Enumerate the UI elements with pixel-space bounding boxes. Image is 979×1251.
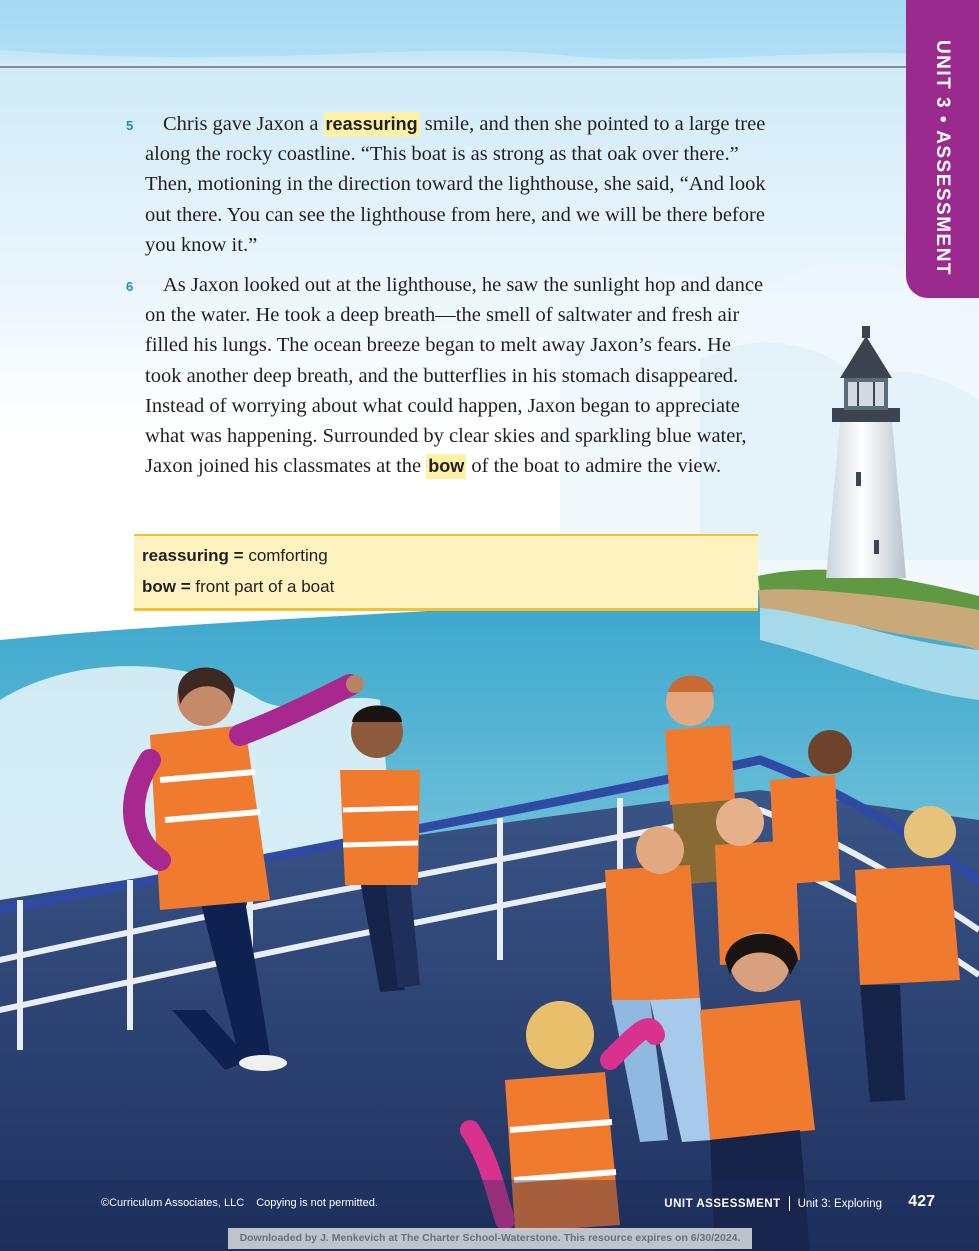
vocab-equals: = [176, 577, 196, 596]
unit-label: Unit 3: Exploring [797, 1197, 882, 1210]
unit-tab-label: UNIT 3 • ASSESSMENT [932, 39, 953, 277]
vocab-highlight-bow: bow [426, 454, 466, 479]
vocabulary-box [134, 534, 758, 611]
paragraph-6 [126, 270, 770, 481]
footer-section [664, 1196, 882, 1211]
download-notice: Downloaded by J. Menkevich at The Charter School-Waterstone. This resource expires on 6/30/2024. [228, 1228, 752, 1249]
vocab-equals: = [228, 546, 249, 565]
vocab-definition: front part of a boat [195, 577, 335, 596]
vocab-entry-bow [142, 577, 334, 597]
paragraph-text: Chris gave Jaxon a [163, 113, 324, 135]
paragraph-text: As Jaxon looked out at the lighthouse, he saw the sunlight hop and dance on the water. He took a deep breath—the smell of saltwater and fresh air filled his lungs. The ocean breeze began to melt away Jaxon’s fears. He took another deep breath, and the butterflies in his stomach disappeared. Instead of worrying about what could happen, Jaxon began to appreciate what was happening. Surrounded by clear skies and sparkling blue water, Jaxon joined his classmates at the [145, 274, 764, 478]
vocab-term: bow [142, 577, 176, 596]
vocab-term: reassuring [142, 546, 229, 565]
vocab-definition: comforting [248, 546, 328, 565]
header-rule [0, 66, 906, 68]
paragraph-text: of the boat to admire the view. [466, 455, 722, 478]
paragraph-text: smile, and then she pointed to a large tree along the rocky coastline. “This boat is as strong as that oak over there.” Then, motioning in the direction toward the lighthouse, she said, “And look out there. You can see the lighthouse from here, and we will be there before you know it.” [145, 113, 766, 256]
vocab-entry-reassuring [142, 546, 328, 566]
section-label: UNIT ASSESSMENT [664, 1197, 781, 1210]
copy-notice: Copying is not permitted. [256, 1197, 378, 1209]
vocab-highlight-reassuring: reassuring [324, 112, 420, 137]
paragraph-5 [126, 109, 770, 260]
page-number: 427 [908, 1193, 935, 1210]
copyright-text: ©Curriculum Associates, LLC [101, 1197, 245, 1209]
footer-divider [789, 1196, 790, 1211]
paragraph-number: 6 [126, 279, 134, 294]
paragraph-number: 5 [126, 118, 134, 133]
footer-copyright [101, 1197, 390, 1209]
